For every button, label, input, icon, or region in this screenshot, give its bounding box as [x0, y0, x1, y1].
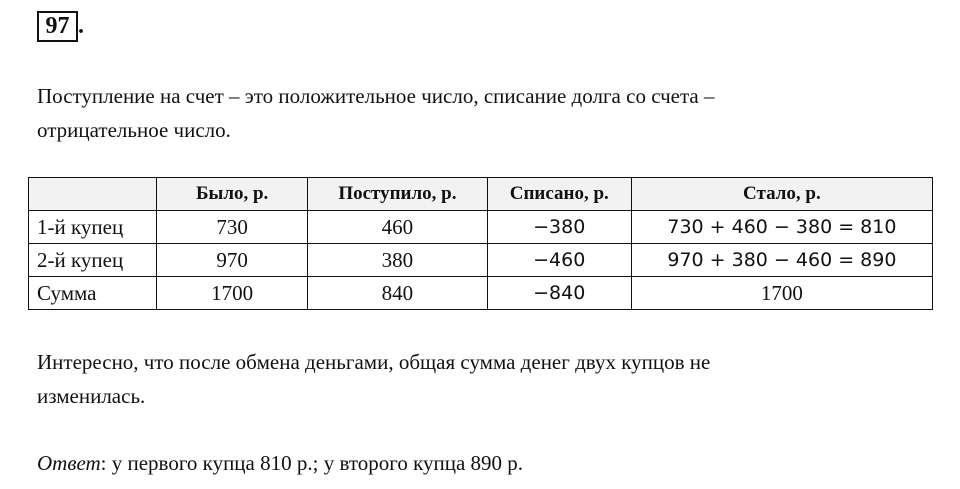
- table-row: [29, 277, 933, 310]
- problem-number-dot: .: [78, 13, 84, 39]
- answer-line: [37, 446, 917, 480]
- header-became: Стало, р.: [631, 178, 932, 211]
- intro-line-1: Поступление на счет – это положительное число, списание долга со счета –: [37, 84, 715, 108]
- intro-paragraph: [37, 79, 917, 147]
- cell-withdrawn: −460: [487, 244, 631, 277]
- cell-became: 730 + 460 − 380 = 810: [631, 211, 932, 244]
- cell-received: 840: [308, 277, 488, 310]
- table-header-row: [29, 178, 933, 211]
- cell-withdrawn: −380: [487, 211, 631, 244]
- row-label: 1-й купец: [29, 211, 157, 244]
- conclusion-line-1: Интересно, что после обмена деньгами, общая сумма денег двух купцов не: [37, 350, 711, 374]
- cell-was: 970: [157, 244, 308, 277]
- cell-was: 1700: [157, 277, 308, 310]
- header-empty: [29, 178, 157, 211]
- cell-withdrawn: −840: [487, 277, 631, 310]
- cell-became: 970 + 380 − 460 = 890: [631, 244, 932, 277]
- intro-line-2: отрицательное число.: [37, 118, 231, 142]
- problem-number-text: 97: [45, 13, 70, 39]
- header-was: Было, р.: [157, 178, 308, 211]
- header-withdrawn: Списано, р.: [487, 178, 631, 211]
- answer-label: Ответ: [37, 451, 101, 475]
- problem-number: [37, 11, 78, 42]
- cell-received: 460: [308, 211, 488, 244]
- cell-received: 380: [308, 244, 488, 277]
- conclusion-paragraph: [37, 345, 917, 413]
- merchants-table: [28, 177, 933, 310]
- row-label: Сумма: [29, 277, 157, 310]
- cell-became: 1700: [631, 277, 932, 310]
- table-row: [29, 244, 933, 277]
- cell-was: 730: [157, 211, 308, 244]
- conclusion-line-2: изменилась.: [37, 384, 146, 408]
- header-received: Поступило, р.: [308, 178, 488, 211]
- answer-text: : у первого купца 810 р.; у второго купца 890 р.: [100, 451, 524, 475]
- table-row: [29, 211, 933, 244]
- row-label: 2-й купец: [29, 244, 157, 277]
